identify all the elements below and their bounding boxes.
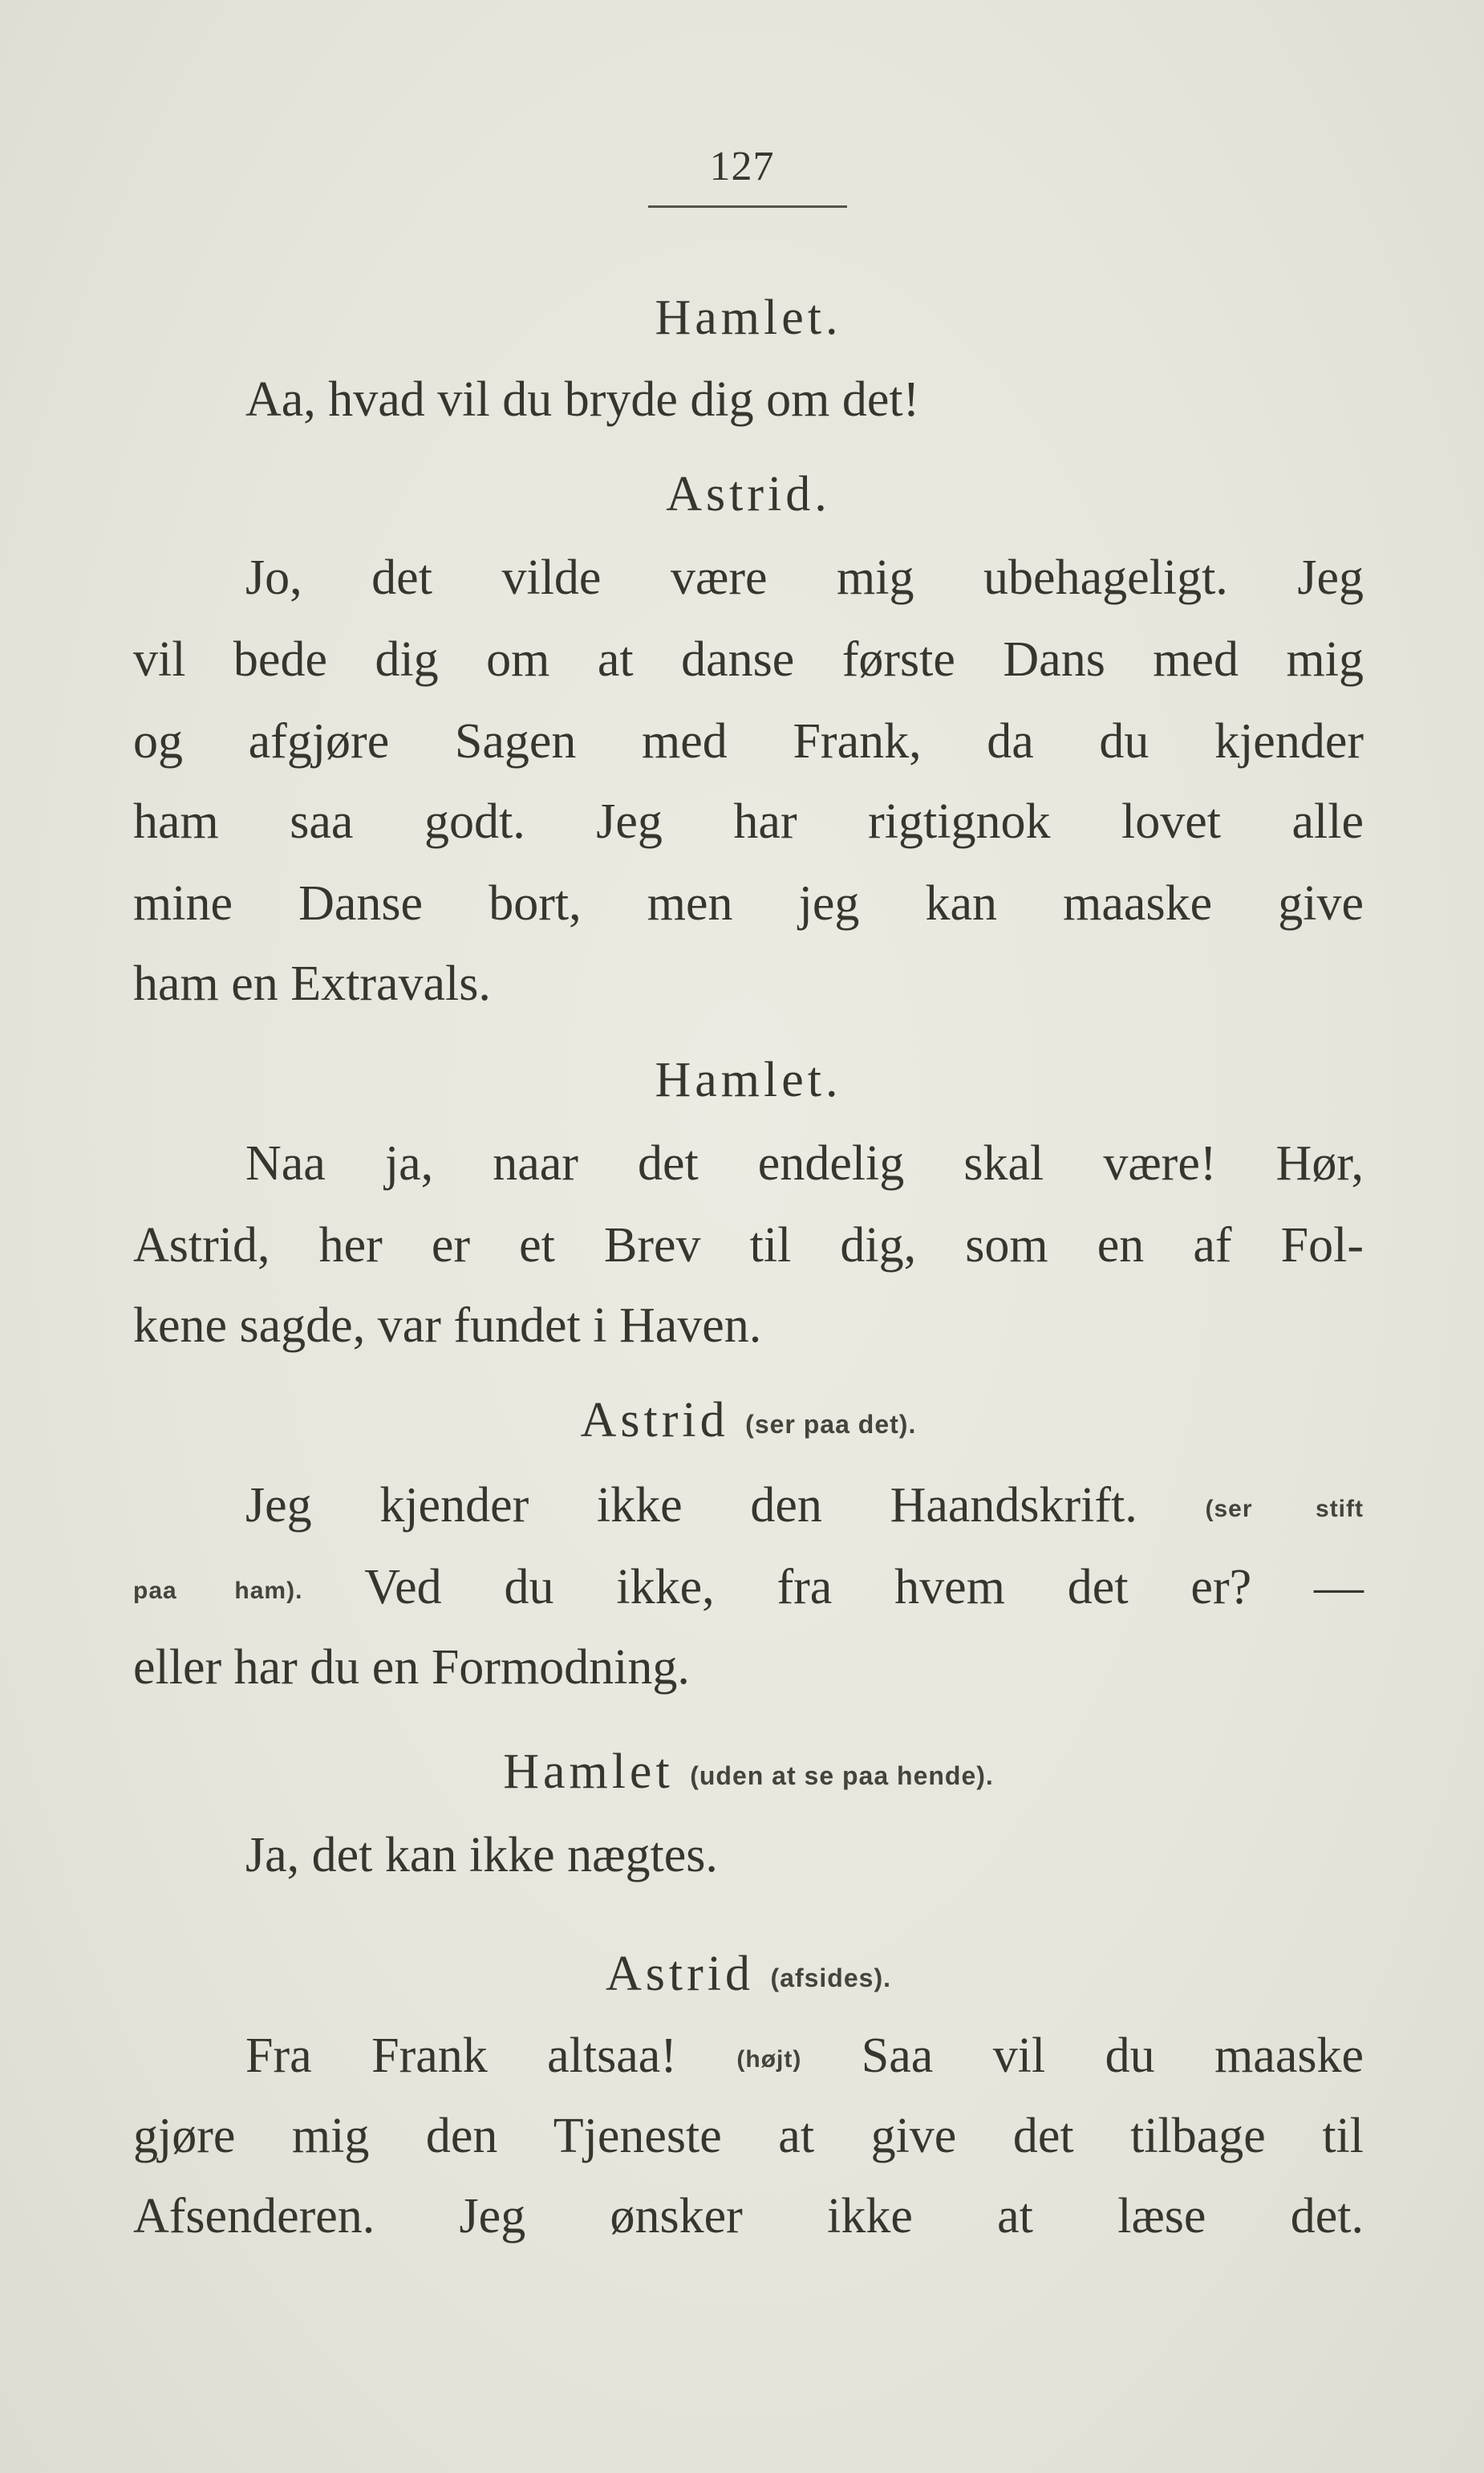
inline-stage-direction: (højt) (736, 2046, 802, 2073)
line-text: Jo, det vilde være mig ubehageligt. Jeg (245, 550, 1364, 605)
stage-direction: (uden at se paa hende). (690, 1761, 994, 1790)
dialogue-line (133, 1213, 1364, 1277)
stage-direction: (ser paa det). (745, 1410, 917, 1439)
dialogue-line (245, 1823, 1364, 1887)
dialogue-line (133, 2184, 1364, 2248)
dialogue-line (133, 1555, 1364, 1623)
line-text: ham saa godt. Jeg har rigtignok lovet alle (133, 794, 1364, 849)
line-text: Fra Frank altsaa! (245, 2028, 677, 2083)
line-text: Ja, det kan ikke nægtes. (245, 1828, 718, 1882)
speaker-heading (133, 1388, 1364, 1456)
speaker-name: Astrid (606, 1947, 754, 2001)
line-text: eller har du en Formodning. (133, 1640, 690, 1695)
line-text: mine Danse bort, men jeg kan maaske give (133, 876, 1364, 931)
page-number: 127 (709, 144, 775, 189)
dialogue-line (133, 1635, 1364, 1699)
line-text: Afsenderen. Jeg ønsker ikke at læse det. (133, 2189, 1364, 2244)
line-text: Aa, hvad vil du bryde dig om det! (245, 372, 920, 427)
inline-stage-direction: paa ham). (133, 1578, 303, 1604)
speaker-heading (133, 1942, 1364, 2010)
speaker-name: Hamlet (503, 1744, 674, 1799)
line-text: kene sagde, var fundet i Haven. (133, 1298, 762, 1353)
line-text: Naa ja, naar det endelig skal være! Hør, (245, 1136, 1364, 1191)
dialogue-line (245, 1473, 1364, 1541)
speaker-name: Astrid (580, 1393, 729, 1448)
dialogue-line (133, 790, 1364, 854)
speaker-heading (133, 1048, 1364, 1112)
dialogue-line (245, 2024, 1364, 2092)
line-text: Astrid, her er et Brev til dig, som en af Fol- (133, 1218, 1364, 1273)
line-text: Jeg kjender ikke den Haandskrift. (245, 1478, 1137, 1533)
dialogue-line (245, 546, 1364, 610)
speaker-heading (133, 462, 1364, 526)
dialogue-line (133, 709, 1364, 774)
line-text: ham en Extravals. (133, 956, 491, 1011)
stage-direction: (afsides). (770, 1963, 891, 1992)
line-text: Saa vil du maaske (861, 2028, 1364, 2083)
speaker-name: Astrid. (666, 467, 831, 522)
speaker-heading (133, 286, 1364, 350)
inline-stage-direction: (ser stift (1205, 1496, 1364, 1522)
dialogue-line (133, 952, 1364, 1016)
page-number-rule (648, 205, 847, 208)
dialogue-line (133, 1293, 1364, 1358)
dialogue-line (245, 1131, 1364, 1196)
line-text: Ved du ikke, fra hvem det er? — (364, 1560, 1364, 1614)
dialogue-line (245, 367, 1364, 432)
dialogue-line (133, 2104, 1364, 2168)
speaker-heading (133, 1740, 1364, 1808)
dialogue-line (133, 871, 1364, 936)
line-text: gjøre mig den Tjeneste at give det tilbage til (133, 2109, 1364, 2163)
line-text: vil bede dig om at danse første Dans med mig (133, 632, 1364, 687)
speaker-name: Hamlet. (655, 290, 842, 345)
dialogue-line (133, 627, 1364, 692)
line-text: og afgjøre Sagen med Frank, da du kjender (133, 714, 1364, 769)
speaker-name: Hamlet. (655, 1053, 842, 1107)
